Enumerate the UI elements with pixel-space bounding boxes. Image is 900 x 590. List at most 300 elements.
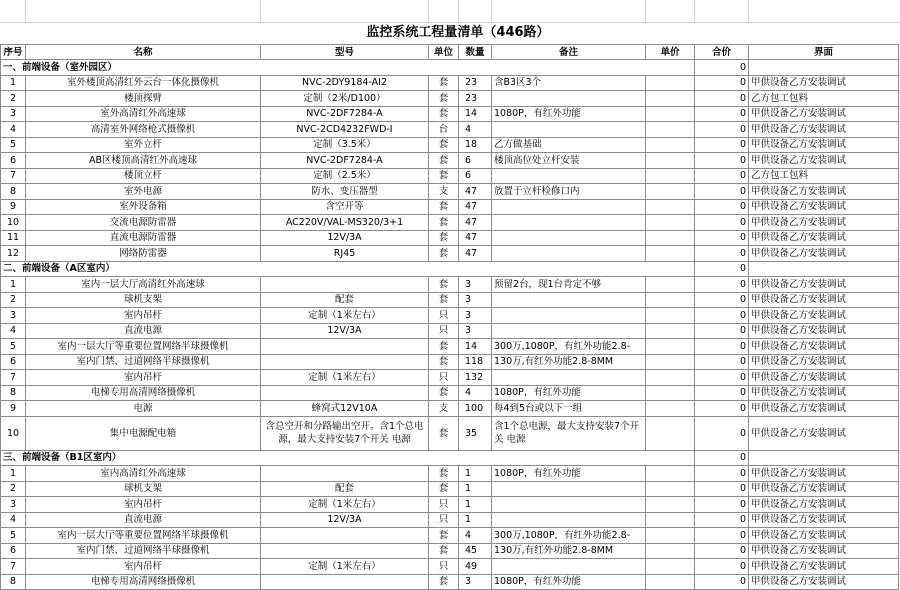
cell-qty[interactable]: 132 — [459, 370, 492, 386]
cell-name[interactable]: AB区楼顶高清红外高速球 — [26, 153, 261, 169]
cell-price[interactable] — [646, 416, 695, 450]
cell-no[interactable]: 4 — [1, 323, 26, 339]
cell-price[interactable] — [646, 370, 695, 386]
cell-scope[interactable]: 甲供设备乙方安装调试 — [749, 292, 899, 308]
cell-name[interactable]: 高清室外网络枪式摄像机 — [26, 122, 261, 138]
header-cell-remark[interactable]: 备注 — [492, 45, 646, 60]
cell-scope[interactable]: 乙方包工包料 — [749, 91, 899, 107]
cell-model[interactable] — [261, 528, 429, 544]
cell-unit[interactable]: 套 — [429, 246, 459, 262]
header-cell-unit[interactable]: 单位 — [429, 45, 459, 60]
cell-total[interactable]: 0 — [695, 184, 749, 200]
cell-price[interactable] — [646, 75, 695, 91]
section-label-cell[interactable]: 一、前端设备（室外园区） — [1, 60, 695, 76]
cell-total[interactable]: 0 — [695, 401, 749, 417]
cell-model[interactable]: 蜂窝式12V10A — [261, 401, 429, 417]
cell-unit[interactable]: 套 — [429, 528, 459, 544]
cell-no[interactable]: 6 — [1, 543, 26, 559]
cell-name[interactable]: 室内门禁、过道网络半球摄像机 — [26, 354, 261, 370]
cell-model[interactable]: 定制（2.5米） — [261, 168, 429, 184]
cell-total[interactable]: 0 — [695, 91, 749, 107]
cell-qty[interactable]: 47 — [459, 230, 492, 246]
cell-qty[interactable]: 14 — [459, 339, 492, 355]
cell-scope[interactable]: 甲供设备乙方安装调试 — [749, 153, 899, 169]
cell-total[interactable]: 0 — [695, 416, 749, 450]
cell-name[interactable]: 电梯专用高清网络摄像机 — [26, 385, 261, 401]
cell-no[interactable]: 2 — [1, 292, 26, 308]
cell-price[interactable] — [646, 543, 695, 559]
cell-unit[interactable]: 套 — [429, 277, 459, 293]
cell-model[interactable]: 定制（3.5米） — [261, 137, 429, 153]
cell-no[interactable]: 3 — [1, 106, 26, 122]
section-scope-cell[interactable] — [749, 261, 899, 277]
cell-unit[interactable]: 支 — [429, 401, 459, 417]
cell-total[interactable]: 0 — [695, 323, 749, 339]
cell-model[interactable] — [261, 543, 429, 559]
cell-model[interactable]: 定制（1米左右） — [261, 497, 429, 513]
cell-total[interactable]: 0 — [695, 230, 749, 246]
cell-scope[interactable]: 甲供设备乙方安装调试 — [749, 339, 899, 355]
cell-qty[interactable]: 47 — [459, 184, 492, 200]
cell-qty[interactable]: 49 — [459, 559, 492, 575]
cell-remark[interactable] — [492, 168, 646, 184]
cell-qty[interactable]: 3 — [459, 574, 492, 590]
cell-remark[interactable]: 1080P，有红外功能 — [492, 385, 646, 401]
cell-qty[interactable]: 47 — [459, 199, 492, 215]
cell-remark[interactable] — [492, 215, 646, 231]
cell-unit[interactable]: 套 — [429, 91, 459, 107]
cell-total[interactable]: 0 — [695, 153, 749, 169]
cell-model[interactable]: RJ45 — [261, 246, 429, 262]
cell-price[interactable] — [646, 184, 695, 200]
cell-price[interactable] — [646, 401, 695, 417]
cell-scope[interactable]: 乙方包工包料 — [749, 168, 899, 184]
cell-total[interactable]: 0 — [695, 75, 749, 91]
cell-model[interactable] — [261, 339, 429, 355]
cell-total[interactable]: 0 — [695, 339, 749, 355]
cell-name[interactable]: 交流电源防雷器 — [26, 215, 261, 231]
cell-no[interactable]: 9 — [1, 401, 26, 417]
cell-remark[interactable]: 放置于立杆检修口内 — [492, 184, 646, 200]
cell-name[interactable]: 室内一层大厅等重要位置网络半球摄像机 — [26, 339, 261, 355]
cell-name[interactable]: 室外楼顶高清红外云台一体化摄像机 — [26, 75, 261, 91]
cell-unit[interactable]: 只 — [429, 497, 459, 513]
cell-scope[interactable]: 甲供设备乙方安装调试 — [749, 466, 899, 482]
cell-total[interactable]: 0 — [695, 106, 749, 122]
cell-remark[interactable]: 1080P，有红外功能 — [492, 574, 646, 590]
cell-qty[interactable]: 14 — [459, 106, 492, 122]
table-row — [1, 401, 899, 417]
cell-qty[interactable]: 4 — [459, 385, 492, 401]
cell-no[interactable]: 7 — [1, 559, 26, 575]
cell-name[interactable]: 楼顶立杆 — [26, 168, 261, 184]
cell-model[interactable]: 定制（1米左右） — [261, 559, 429, 575]
cell-name[interactable]: 电源 — [26, 401, 261, 417]
cell-total[interactable]: 0 — [695, 466, 749, 482]
cell-no[interactable]: 2 — [1, 481, 26, 497]
cell-name[interactable]: 室内吊杆 — [26, 497, 261, 513]
cell-remark[interactable] — [492, 246, 646, 262]
cell-unit[interactable]: 套 — [429, 168, 459, 184]
cell-remark[interactable]: 含1个总电源，最大支持安装7个开关 电源 — [492, 416, 646, 450]
cell-total[interactable]: 0 — [695, 559, 749, 575]
cell-total[interactable]: 0 — [695, 385, 749, 401]
table-row — [1, 497, 899, 513]
section-total-cell[interactable]: 0 — [695, 60, 749, 76]
section-scope-cell[interactable] — [749, 450, 899, 466]
cell-no[interactable]: 7 — [1, 168, 26, 184]
cell-unit[interactable]: 套 — [429, 230, 459, 246]
cell-scope[interactable]: 甲供设备乙方安装调试 — [749, 215, 899, 231]
cell-price[interactable] — [646, 199, 695, 215]
cell-model[interactable]: 防水、变压器型 — [261, 184, 429, 200]
cell-remark[interactable]: 300万,1080P，有红外功能2.8- — [492, 528, 646, 544]
header-cell-total[interactable]: 合价 — [695, 45, 749, 60]
cell-name[interactable]: 室外高清红外高速球 — [26, 106, 261, 122]
cell-scope[interactable]: 甲供设备乙方安装调试 — [749, 385, 899, 401]
cell-unit[interactable]: 只 — [429, 308, 459, 324]
cell-scope[interactable]: 甲供设备乙方安装调试 — [749, 230, 899, 246]
cell-remark[interactable] — [492, 497, 646, 513]
cell-unit[interactable]: 套 — [429, 137, 459, 153]
table-row — [1, 354, 899, 370]
cell-price[interactable] — [646, 277, 695, 293]
section-label-cell[interactable]: 二、前端设备（A区室内） — [1, 261, 695, 277]
cell-no[interactable]: 8 — [1, 574, 26, 590]
cell-unit[interactable]: 套 — [429, 215, 459, 231]
header-cell-name[interactable]: 名称 — [26, 45, 261, 60]
cell-scope[interactable]: 甲供设备乙方安装调试 — [749, 75, 899, 91]
cell-name[interactable]: 直流电源 — [26, 323, 261, 339]
cell-no[interactable]: 6 — [1, 153, 26, 169]
header-cell-price[interactable]: 单价 — [646, 45, 695, 60]
cell-price[interactable] — [646, 292, 695, 308]
cell-name[interactable]: 室内门禁、过道网络半球摄像机 — [26, 543, 261, 559]
cell-name[interactable]: 室内吊杆 — [26, 370, 261, 386]
cell-remark[interactable] — [492, 230, 646, 246]
cell-price[interactable] — [646, 91, 695, 107]
cell-unit[interactable]: 只 — [429, 512, 459, 528]
cell-unit[interactable]: 台 — [429, 122, 459, 138]
cell-unit[interactable]: 套 — [429, 153, 459, 169]
cell-unit[interactable]: 套 — [429, 354, 459, 370]
header-cell-scope[interactable]: 界面 — [749, 45, 899, 60]
cell-no[interactable]: 8 — [1, 385, 26, 401]
cell-remark[interactable]: 楼顶高位处立杆安装 — [492, 153, 646, 169]
cell-unit[interactable]: 套 — [429, 385, 459, 401]
cell-model[interactable]: AC220V/VAL-MS320/3+1 — [261, 215, 429, 231]
cell-no[interactable]: 1 — [1, 277, 26, 293]
cell-unit[interactable]: 套 — [429, 339, 459, 355]
cell-scope[interactable]: 甲供设备乙方安装调试 — [749, 184, 899, 200]
cell-qty[interactable]: 3 — [459, 292, 492, 308]
cell-remark[interactable] — [492, 370, 646, 386]
cell-no[interactable]: 3 — [1, 308, 26, 324]
cell-price[interactable] — [646, 153, 695, 169]
cell-model[interactable]: 定制（2米/D100） — [261, 91, 429, 107]
cell-remark[interactable]: 每4到5台或以下一组 — [492, 401, 646, 417]
cell-price[interactable] — [646, 481, 695, 497]
cell-price[interactable] — [646, 168, 695, 184]
cell-qty[interactable]: 35 — [459, 416, 492, 450]
cell-name[interactable]: 楼顶探臂 — [26, 91, 261, 107]
cell-remark[interactable] — [492, 91, 646, 107]
cell-qty[interactable]: 18 — [459, 137, 492, 153]
cell-name[interactable]: 室外电源 — [26, 184, 261, 200]
cell-unit[interactable]: 只 — [429, 370, 459, 386]
cell-total[interactable]: 0 — [695, 199, 749, 215]
cell-no[interactable]: 5 — [1, 528, 26, 544]
cell-qty[interactable]: 6 — [459, 168, 492, 184]
cell-no[interactable]: 5 — [1, 137, 26, 153]
cell-unit[interactable]: 套 — [429, 543, 459, 559]
cell-no[interactable]: 6 — [1, 354, 26, 370]
cell-qty[interactable]: 3 — [459, 308, 492, 324]
cell-model[interactable]: NVC-2DY9184-AI2 — [261, 75, 429, 91]
cell-model[interactable]: 12V/3A — [261, 323, 429, 339]
cell-qty[interactable]: 47 — [459, 215, 492, 231]
cell-price[interactable] — [646, 323, 695, 339]
table-row — [1, 230, 899, 246]
cell-unit[interactable]: 套 — [429, 416, 459, 450]
cell-total[interactable]: 0 — [695, 481, 749, 497]
table-row — [1, 466, 899, 482]
cell-no[interactable]: 1 — [1, 75, 26, 91]
cell-total[interactable]: 0 — [695, 543, 749, 559]
cell-scope[interactable]: 甲供设备乙方安装调试 — [749, 543, 899, 559]
cell-model[interactable] — [261, 354, 429, 370]
cell-model[interactable]: 定制（1米左右） — [261, 370, 429, 386]
cell-no[interactable]: 2 — [1, 91, 26, 107]
cell-model[interactable]: NVC-2CD4232FWD-I — [261, 122, 429, 138]
cell-no[interactable]: 12 — [1, 246, 26, 262]
header-cell-qty[interactable]: 数量 — [459, 45, 492, 60]
cell-no[interactable]: 5 — [1, 339, 26, 355]
cell-total[interactable]: 0 — [695, 497, 749, 513]
section-total-cell[interactable]: 0 — [695, 450, 749, 466]
cell-total[interactable]: 0 — [695, 354, 749, 370]
cell-model[interactable] — [261, 574, 429, 590]
cell-price[interactable] — [646, 466, 695, 482]
cell-remark[interactable]: 130万,有红外功能2.8-8MM — [492, 543, 646, 559]
cell-remark[interactable] — [492, 512, 646, 528]
cell-scope[interactable]: 甲供设备乙方安装调试 — [749, 416, 899, 450]
cell-scope[interactable]: 甲供设备乙方安装调试 — [749, 512, 899, 528]
cell-no[interactable]: 11 — [1, 230, 26, 246]
cell-remark[interactable]: 预留2台，现1台肯定不够 — [492, 277, 646, 293]
cell-model[interactable]: 配套 — [261, 292, 429, 308]
cell-price[interactable] — [646, 246, 695, 262]
cell-model[interactable] — [261, 277, 429, 293]
cell-total[interactable]: 0 — [695, 512, 749, 528]
cell-no[interactable]: 9 — [1, 199, 26, 215]
cell-price[interactable] — [646, 215, 695, 231]
table-row — [1, 137, 899, 153]
cell-qty[interactable]: 1 — [459, 497, 492, 513]
cell-remark[interactable]: 1080P，有红外功能 — [492, 466, 646, 482]
cell-model[interactable]: NVC-2DF7284-A — [261, 106, 429, 122]
cell-remark[interactable]: 乙方做基础 — [492, 137, 646, 153]
cell-remark[interactable]: 1080P，有红外功能 — [492, 106, 646, 122]
cell-total[interactable]: 0 — [695, 122, 749, 138]
cell-name[interactable]: 集中电源配电箱 — [26, 416, 261, 450]
cell-qty[interactable]: 23 — [459, 75, 492, 91]
cell-remark[interactable] — [492, 122, 646, 138]
cell-qty[interactable]: 47 — [459, 246, 492, 262]
cell-qty[interactable]: 6 — [459, 153, 492, 169]
cell-remark[interactable]: 130万,有红外功能2.8-8MM — [492, 354, 646, 370]
cell-no[interactable]: 4 — [1, 122, 26, 138]
cell-price[interactable] — [646, 497, 695, 513]
cell-name[interactable]: 电梯专用高清网络摄像机 — [26, 574, 261, 590]
cell-model[interactable]: 12V/3A — [261, 512, 429, 528]
cell-unit[interactable]: 套 — [429, 574, 459, 590]
cell-total[interactable]: 0 — [695, 528, 749, 544]
cell-model[interactable]: 配套 — [261, 481, 429, 497]
cell-unit[interactable]: 支 — [429, 184, 459, 200]
cell-price[interactable] — [646, 308, 695, 324]
cell-scope[interactable]: 甲供设备乙方安装调试 — [749, 277, 899, 293]
cell-unit[interactable]: 套 — [429, 75, 459, 91]
cell-qty[interactable]: 118 — [459, 354, 492, 370]
cell-qty[interactable]: 1 — [459, 466, 492, 482]
cell-price[interactable] — [646, 559, 695, 575]
cell-total[interactable]: 0 — [695, 137, 749, 153]
cell-qty[interactable]: 4 — [459, 122, 492, 138]
cell-model[interactable]: NVC-2DF7284-A — [261, 153, 429, 169]
cell-qty[interactable]: 1 — [459, 481, 492, 497]
cell-qty[interactable]: 3 — [459, 323, 492, 339]
cell-scope[interactable]: 甲供设备乙方安装调试 — [749, 481, 899, 497]
cell-total[interactable]: 0 — [695, 277, 749, 293]
table-row — [1, 215, 899, 231]
cell-name[interactable]: 球机支架 — [26, 292, 261, 308]
cell-qty[interactable]: 100 — [459, 401, 492, 417]
cell-scope[interactable]: 甲供设备乙方安装调试 — [749, 323, 899, 339]
cell-name[interactable]: 直流电源防雷器 — [26, 230, 261, 246]
cell-model[interactable] — [261, 466, 429, 482]
cell-scope[interactable]: 甲供设备乙方安装调试 — [749, 122, 899, 138]
cell-scope[interactable]: 甲供设备乙方安装调试 — [749, 199, 899, 215]
cell-total[interactable]: 0 — [695, 292, 749, 308]
cell-remark[interactable] — [492, 199, 646, 215]
table-row — [1, 184, 899, 200]
cell-total[interactable]: 0 — [695, 308, 749, 324]
cell-remark[interactable] — [492, 481, 646, 497]
cell-no[interactable]: 7 — [1, 370, 26, 386]
cell-no[interactable]: 8 — [1, 184, 26, 200]
cell-scope[interactable]: 甲供设备乙方安装调试 — [749, 354, 899, 370]
cell-price[interactable] — [646, 574, 695, 590]
table-row — [1, 528, 899, 544]
cell-price[interactable] — [646, 137, 695, 153]
cell-scope[interactable]: 甲供设备乙方安装调试 — [749, 401, 899, 417]
cell-name[interactable]: 室内一层大厅等重要位置网络半球摄像机 — [26, 528, 261, 544]
cell-total[interactable]: 0 — [695, 370, 749, 386]
cell-model[interactable]: 含总空开和分路输出空开。含1个总电源，最大支持安装7个开关 电源 — [261, 416, 429, 450]
cell-unit[interactable]: 只 — [429, 559, 459, 575]
cell-name[interactable]: 球机支架 — [26, 481, 261, 497]
cell-scope[interactable]: 甲供设备乙方安装调试 — [749, 528, 899, 544]
cell-qty[interactable]: 45 — [459, 543, 492, 559]
cell-remark[interactable]: 300万,1080P，有红外功能2.8- — [492, 339, 646, 355]
cell-total[interactable]: 0 — [695, 168, 749, 184]
cell-unit[interactable]: 套 — [429, 199, 459, 215]
cell-price[interactable] — [646, 106, 695, 122]
cell-model[interactable]: 含空开等 — [261, 199, 429, 215]
cell-remark[interactable]: 含B3区3个 — [492, 75, 646, 91]
cell-scope[interactable]: 甲供设备乙方安装调试 — [749, 246, 899, 262]
cell-unit[interactable]: 套 — [429, 481, 459, 497]
cell-no[interactable]: 1 — [1, 466, 26, 482]
cell-scope[interactable]: 甲供设备乙方安装调试 — [749, 106, 899, 122]
cell-price[interactable] — [646, 339, 695, 355]
cell-unit[interactable]: 套 — [429, 106, 459, 122]
section-label-cell[interactable]: 三、前端设备（B1区室内） — [1, 450, 695, 466]
cell-remark[interactable] — [492, 292, 646, 308]
cell-price[interactable] — [646, 385, 695, 401]
header-cell-no[interactable]: 序号 — [1, 45, 26, 60]
section-scope-cell[interactable] — [749, 60, 899, 76]
section-total-cell[interactable]: 0 — [695, 261, 749, 277]
cell-name[interactable]: 室外立杆 — [26, 137, 261, 153]
cell-scope[interactable]: 甲供设备乙方安装调试 — [749, 137, 899, 153]
cell-name[interactable]: 室内一层大厅高清红外高速球 — [26, 277, 261, 293]
cell-scope[interactable]: 甲供设备乙方安装调试 — [749, 497, 899, 513]
cell-price[interactable] — [646, 122, 695, 138]
cell-no[interactable]: 10 — [1, 416, 26, 450]
cell-total[interactable]: 0 — [695, 215, 749, 231]
cell-qty[interactable]: 3 — [459, 277, 492, 293]
cell-model[interactable]: 定制（1米左右） — [261, 308, 429, 324]
cell-model[interactable]: 12V/3A — [261, 230, 429, 246]
cell-unit[interactable]: 只 — [429, 323, 459, 339]
cell-name[interactable]: 室内吊杆 — [26, 308, 261, 324]
cell-scope[interactable]: 甲供设备乙方安装调试 — [749, 370, 899, 386]
cell-remark[interactable] — [492, 323, 646, 339]
sheet-title-cell[interactable] — [0, 22, 900, 44]
cell-qty[interactable]: 1 — [459, 512, 492, 528]
cell-price[interactable] — [646, 230, 695, 246]
table-row — [1, 153, 899, 169]
cell-qty[interactable]: 23 — [459, 91, 492, 107]
cell-total[interactable]: 0 — [695, 574, 749, 590]
cell-unit[interactable]: 套 — [429, 292, 459, 308]
cell-qty[interactable]: 4 — [459, 528, 492, 544]
cell-price[interactable] — [646, 528, 695, 544]
header-cell-model[interactable]: 型号 — [261, 45, 429, 60]
cell-name[interactable]: 直流电源 — [26, 512, 261, 528]
cell-name[interactable]: 室内吊杆 — [26, 559, 261, 575]
cell-remark[interactable] — [492, 308, 646, 324]
cell-name[interactable]: 网络防雷器 — [26, 246, 261, 262]
cell-model[interactable] — [261, 385, 429, 401]
cell-scope[interactable]: 甲供设备乙方安装调试 — [749, 559, 899, 575]
cell-scope[interactable]: 甲供设备乙方安装调试 — [749, 308, 899, 324]
cell-price[interactable] — [646, 354, 695, 370]
cell-total[interactable]: 0 — [695, 246, 749, 262]
cell-scope[interactable]: 甲供设备乙方安装调试 — [749, 574, 899, 590]
cell-unit[interactable]: 套 — [429, 466, 459, 482]
cell-no[interactable]: 3 — [1, 497, 26, 513]
table-row — [1, 277, 899, 293]
cell-name[interactable]: 室外设备箱 — [26, 199, 261, 215]
cell-no[interactable]: 4 — [1, 512, 26, 528]
cell-remark[interactable] — [492, 559, 646, 575]
cell-price[interactable] — [646, 512, 695, 528]
cell-name[interactable]: 室内高清红外高速球 — [26, 466, 261, 482]
cell-no[interactable]: 10 — [1, 215, 26, 231]
